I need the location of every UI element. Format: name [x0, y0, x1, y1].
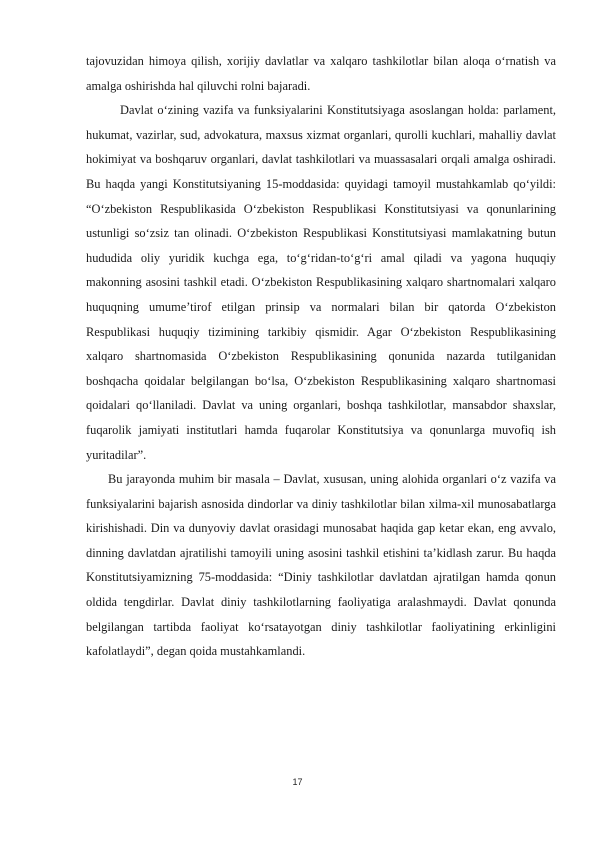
paragraph-continuation: tajovuzidan himoya qilish, xorijiy davlatlar va xalqaro tashkilotlar bilan aloqa o‘rnatish va amalga oshirishda hal qiluvchi rolni bajaradi.: [86, 54, 556, 93]
page-number: 17: [292, 777, 303, 787]
document-page: [86, 49, 556, 664]
paragraph-constitution-article-15: Davlat o‘zining vazifa va funksiyalarini Konstitutsiyaga asoslangan holda: parlament, hukumat, vazirlar, sud, advokatura, maxsus xizmat organlari, qurolli kuchlari, mahalliy davlat hokimiyat va boshqaruv organlari, davlat tashkilotlari va muassasalari orqali amalga oshiradi. Bu haqda yangi Konstitutsiyaning 15-moddasida: quyidagi tamoyil mustahkamlab qo‘yildi: “O‘zbekiston Respublikasida O‘zbekiston Respublikasi Konstitutsiyasi va qonunlarining ustunligi so‘zsiz tan olinadi. O‘zbekiston Respublikasi Konstitutsiyasi mamlakatning butun hududida oliy yuridik kuchga ega, to‘g‘ridan-to‘g‘ri amal qiladi va yagona huquqiy makonning asosini tashkil etadi. O‘zbekiston Respublikasining xalqaro shartnomalari xalqaro huquqning umume’tirof etilgan prinsip va normalari bilan bir qatorda O‘zbekiston Respublikasi huquqiy tizimining tarkibiy qismidir. Agar O‘zbekiston Respublikasining xalqaro shartnomasida O‘zbekiston Respublikasining qonunida nazarda tutilganidan boshqacha qoidalar belgilangan bo‘lsa, O‘zbekiston Respublikasining xalqaro shartnomasi qoidalari qo‘llaniladi. Davlat va uning organlari, boshqa tashkilotlar, mansabdor shaxslar, fuqarolik jamiyati institutlari hamda fuqarolar Konstitutsiya va qonunlarga muvofiq ish yuritadilar”.: [86, 103, 556, 462]
paragraph-constitution-article-75: Bu jarayonda muhim bir masala – Davlat, xususan, uning alohida organlari o‘z vazifa va funksiyalarini bajarish asnosida dindorlar va diniy tashkilotlar bilan xilma-xil munosabatlarga kirishishadi. Din va dunyoviy davlat orasidagi munosabat haqida gap ketar ekan, eng avvalo, dinning davlatdan ajratilishi tamoyili uning asosini tashkil etishini ta’kidlash zarur. Bu haqda Konstitutsiyamizning 75-moddasida: “Diniy tashkilotlar davlatdan ajratilgan hamda qonun oldida tengdirlar. Davlat diniy tashkilotlarning faoliyatiga aralashmaydi. Davlat qonunda belgilangan tartibda faoliyat ko‘rsatayotgan diniy tashkilotlar faoliyatining erkinligini kafolatlaydi”, degan qoida mustahkamlandi.: [86, 472, 556, 659]
